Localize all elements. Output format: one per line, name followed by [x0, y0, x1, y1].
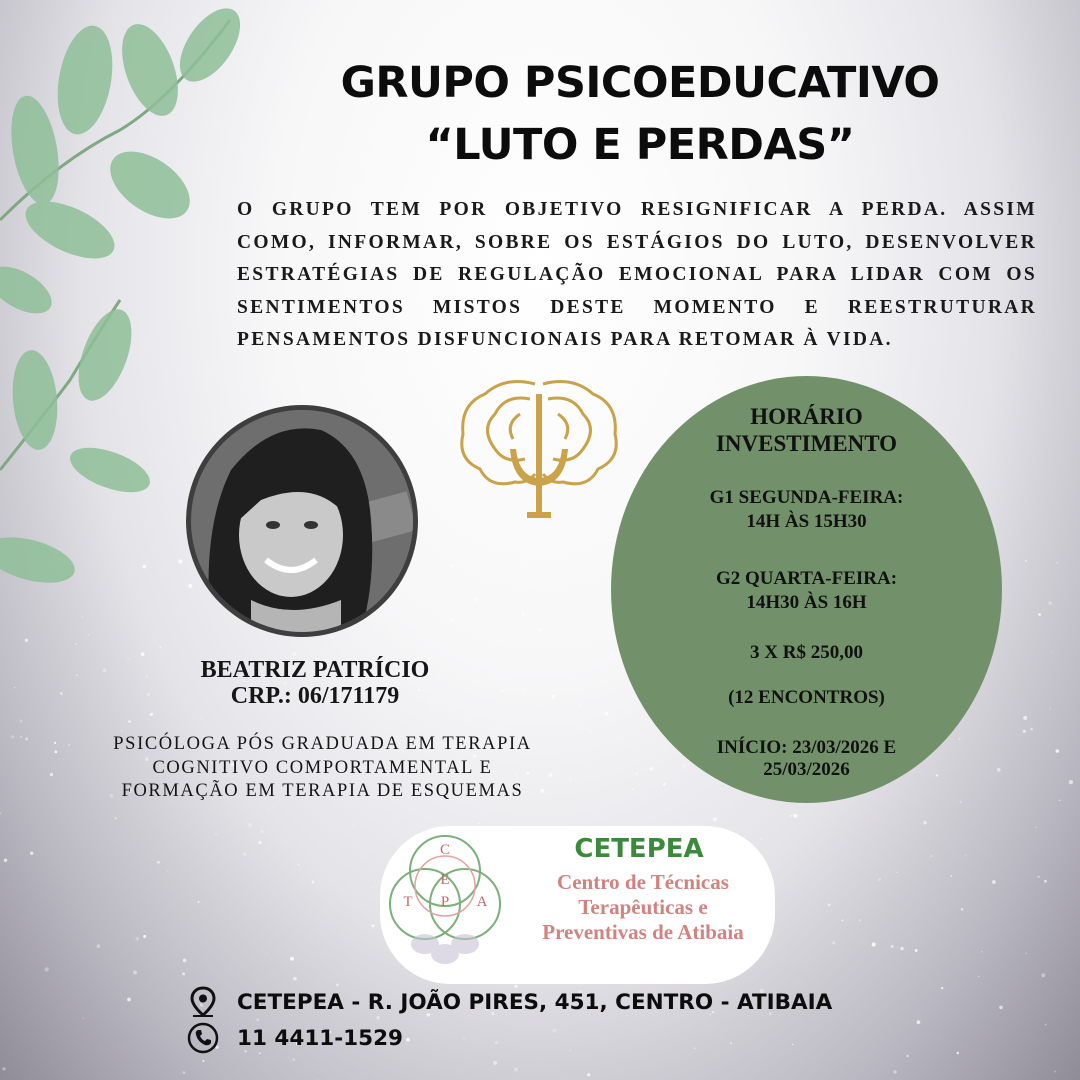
- sparkle-dot: [114, 817, 117, 820]
- sparkle-dot: [951, 875, 953, 877]
- sparkle-dot: [54, 742, 56, 744]
- sparkle-dot: [579, 704, 581, 706]
- logo-letter-e: E: [440, 872, 450, 888]
- bio-line-3: FORMAÇÃO EM TERAPIA DE ESQUEMAS: [121, 781, 524, 801]
- sparkle-dot: [1052, 652, 1054, 654]
- sparkle-dot: [605, 712, 609, 716]
- portrait-illustration: [191, 410, 413, 632]
- cetepea-full-name: [508, 870, 778, 945]
- bio-line-1: PSICÓLOGA PÓS GRADUADA EM TERAPIA: [113, 734, 532, 754]
- brain-psi-icon: [455, 374, 623, 522]
- sparkle-dot: [906, 1055, 909, 1058]
- sparkle-dot: [146, 675, 149, 678]
- sparkle-dot: [1048, 601, 1052, 605]
- professional-name: BEATRIZ PATRÍCIO: [200, 657, 430, 683]
- sparkle-dot: [150, 713, 153, 716]
- sparkle-dot: [1057, 562, 1059, 564]
- sparkle-dot: [522, 689, 524, 691]
- sparkle-dot: [878, 878, 881, 881]
- title-line-2: “LUTO E PERDAS”: [425, 120, 855, 170]
- sparkle-dot: [266, 952, 268, 954]
- sparkle-dot: [500, 689, 504, 693]
- sparkle-dot: [900, 947, 903, 950]
- sparkle-dot: [1036, 827, 1037, 828]
- sparkle-dot: [121, 730, 123, 732]
- sparkle-dot: [44, 967, 48, 971]
- sparkle-dot: [992, 880, 996, 884]
- sparkle-dot: [1044, 880, 1047, 883]
- g1-time: 14H ÀS 15H30: [746, 511, 867, 532]
- sparkle-dot: [243, 853, 246, 856]
- sparkle-dot: [598, 571, 600, 573]
- cetepea-circles-logo: [380, 826, 510, 976]
- sparkle-dot: [143, 935, 146, 938]
- sparkle-dot: [663, 783, 666, 786]
- sparkle-dot: [133, 970, 137, 974]
- sparkle-dot: [859, 919, 861, 921]
- start-date-line-1: INÍCIO: 23/03/2026 E: [716, 737, 897, 758]
- sparkle-dot: [713, 817, 717, 821]
- sparkle-dot: [730, 1042, 732, 1044]
- sparkle-dot: [372, 887, 374, 889]
- phone-icon: [187, 1022, 219, 1054]
- profile-photo: [191, 410, 413, 632]
- sparkle-dot: [792, 1044, 793, 1045]
- sparkle-dot: [915, 949, 918, 952]
- sparkle-dot: [978, 976, 979, 977]
- sparkle-dot: [520, 564, 522, 566]
- sparkle-dot: [495, 679, 497, 681]
- sparkle-dot: [562, 675, 564, 677]
- sparkle-dot: [353, 825, 354, 826]
- sparkle-dot: [202, 1060, 204, 1062]
- sparkle-dot: [159, 646, 161, 648]
- g2-day: G2 QUARTA-FEIRA:: [715, 568, 898, 589]
- group-description: O GRUPO TEM POR OBJETIVO RESIGNIFICAR A PERDA. ASSIM COMO, INFORMAR, SOBRE OS ESTÁGIOS DO LUTO, DESENVOLVER ESTRATÉGIAS DE REGULAÇÃO EMOCIONAL PARA LIDAR COM OS SENTIMENTOS MISTOS DESTE MOMENTO E REESTRUTURAR PENSAMENTOS DISFUNCIONAIS PARA RETOMAR À VIDA.: [237, 199, 1037, 350]
- sparkle-dot: [19, 720, 22, 723]
- sparkle-dot: [75, 643, 77, 645]
- sparkle-dot: [999, 1006, 1003, 1010]
- schedule-heading-investimento: INVESTIMENTO: [715, 431, 898, 456]
- sparkle-dot: [267, 810, 268, 811]
- sparkle-dot: [292, 1058, 295, 1061]
- sparkle-dot: [409, 606, 412, 609]
- sparkle-dot: [495, 1041, 498, 1044]
- sparkle-dot: [891, 945, 894, 948]
- sparkle-dot: [1037, 876, 1039, 878]
- sparkle-dot: [261, 830, 264, 833]
- bio-line-2: COGNITIVO COMPORTAMENTAL E: [152, 757, 493, 778]
- sparkle-dot: [694, 1048, 695, 1049]
- sparkle-dot: [957, 1052, 959, 1054]
- sparkle-dot: [930, 855, 932, 857]
- sparkle-dot: [183, 959, 187, 963]
- sparkle-dot: [406, 1038, 410, 1042]
- sparkle-dot: [201, 717, 202, 718]
- sparkle-dot: [30, 851, 33, 854]
- sparkle-dot: [157, 861, 160, 864]
- g2-time: 14H30 ÀS 16H: [746, 592, 867, 613]
- sparkle-dot: [127, 998, 131, 1002]
- sparkle-dot: [498, 640, 501, 643]
- sparkle-dot: [587, 1073, 590, 1076]
- title-line-1: GRUPO PSICOEDUCATIVO: [340, 58, 940, 108]
- phone-row: [187, 1022, 403, 1054]
- sparkle-dot: [532, 586, 534, 588]
- sparkle-dot: [2, 1067, 5, 1070]
- sparkle-dot: [1038, 613, 1041, 616]
- sparkle-dot: [167, 870, 169, 872]
- sparkle-dot: [464, 594, 466, 596]
- sparkle-dot: [371, 924, 374, 927]
- sparkle-dot: [55, 751, 58, 754]
- sparkle-dot: [552, 1028, 556, 1032]
- sparkle-dot: [917, 1020, 921, 1024]
- sparkle-dot: [103, 669, 107, 673]
- sparkle-dot: [760, 838, 762, 840]
- sparkle-dot: [790, 815, 792, 817]
- sparkle-dot: [1023, 716, 1027, 720]
- sparkle-dot: [1049, 708, 1051, 710]
- professional-crp: CRP.: 06/171179: [230, 683, 400, 709]
- sparkle-dot: [128, 720, 131, 723]
- sparkle-dot: [793, 814, 797, 818]
- schedule-heading-horario: HORÁRIO: [750, 404, 863, 429]
- sparkle-dot: [312, 881, 315, 884]
- sparkle-dot: [273, 806, 275, 808]
- sparkle-dot: [893, 1070, 897, 1074]
- sparkle-dot: [1054, 1070, 1056, 1072]
- sparkle-dot: [463, 1038, 465, 1040]
- profile-photo-frame: [186, 405, 418, 637]
- sparkle-dot: [1056, 749, 1060, 753]
- sparkle-dot: [941, 987, 943, 989]
- sparkle-dot: [20, 736, 22, 738]
- sparkle-dot: [960, 801, 962, 803]
- sparkle-dot: [451, 618, 454, 621]
- phone-text: 11 4411-1529: [237, 1025, 404, 1051]
- sparkle-dot: [135, 937, 139, 941]
- sparkle-dot: [1023, 730, 1026, 733]
- sparkle-dot: [1025, 952, 1027, 954]
- sparkle-dot: [981, 951, 983, 953]
- sparkle-dot: [478, 823, 479, 824]
- sparkle-dot: [965, 855, 966, 856]
- sparkle-dot: [473, 597, 477, 601]
- sparkle-dot: [923, 821, 927, 825]
- sparkle-dot: [258, 841, 261, 844]
- sparkle-dot: [551, 695, 555, 699]
- sparkle-dot: [832, 941, 835, 944]
- logo-letter-t: T: [403, 894, 413, 910]
- sparkle-dot: [1069, 780, 1073, 784]
- sparkle-dot: [198, 901, 200, 903]
- cetepea-acronym: CETEPEA: [574, 834, 704, 864]
- sparkle-dot: [842, 919, 844, 921]
- sparkle-dot: [183, 1071, 186, 1074]
- sparkle-dot: [290, 957, 294, 961]
- professional-name-block: [150, 657, 480, 709]
- logo-letter-p: P: [440, 894, 450, 910]
- sparkle-dot: [83, 1017, 84, 1018]
- session-count: (12 ENCONTROS): [728, 687, 885, 708]
- sparkle-dot: [248, 823, 252, 827]
- address-text: CETEPEA - R. JOÃO PIRES, 451, CENTRO - ATIBAIA: [237, 989, 833, 1015]
- schedule-info-circle: [611, 376, 1002, 803]
- sparkle-dot: [4, 858, 8, 862]
- page-title: [300, 52, 980, 176]
- sparkle-dot: [127, 658, 129, 660]
- sparkle-dot: [182, 972, 185, 975]
- sparkle-dot: [141, 652, 145, 656]
- sparkle-dot: [25, 737, 28, 740]
- sparkle-dot: [1025, 560, 1027, 562]
- cetepea-full-line-1: Centro de Técnicas: [557, 870, 729, 894]
- price: 3 X R$ 250,00: [750, 642, 863, 663]
- sparkle-dot: [76, 674, 78, 676]
- sparkle-dot: [872, 942, 876, 946]
- address-row: [187, 986, 832, 1018]
- sparkle-dot: [256, 1018, 259, 1021]
- sparkle-dot: [590, 731, 592, 733]
- sparkle-dot: [961, 908, 963, 910]
- sparkle-dot: [298, 864, 300, 866]
- logo-letter-a: A: [476, 894, 488, 910]
- g1-day: G1 SEGUNDA-FEIRA:: [709, 487, 904, 508]
- sparkle-dot: [14, 687, 16, 689]
- sparkle-dot: [50, 773, 53, 776]
- sparkle-dot: [539, 627, 543, 631]
- sparkle-dot: [1030, 728, 1033, 731]
- sparkle-dot: [522, 613, 525, 616]
- cetepea-full-line-3: Preventivas de Atibaia: [542, 920, 744, 944]
- sparkle-dot: [215, 833, 217, 835]
- professional-credentials: [70, 733, 575, 804]
- sparkle-dot: [0, 812, 1, 815]
- sparkle-dot: [897, 872, 898, 873]
- sparkle-dot: [60, 692, 63, 695]
- sparkle-dot: [1045, 1024, 1047, 1026]
- sparkle-dot: [97, 944, 101, 948]
- sparkle-dot: [11, 735, 14, 738]
- sparkle-dot: [828, 904, 831, 907]
- sparkle-dot: [514, 1067, 518, 1071]
- logo-letter-c: C: [439, 842, 451, 858]
- sparkle-dot: [632, 789, 633, 790]
- map-pin-icon: [187, 986, 219, 1018]
- sparkle-dot: [1059, 800, 1060, 801]
- start-date-line-2: 25/03/2026: [763, 759, 850, 780]
- sparkle-dot: [1041, 973, 1045, 977]
- sparkle-dot: [450, 564, 453, 567]
- cetepea-full-line-2: Terapêuticas e: [578, 895, 708, 919]
- sparkle-dot: [493, 1061, 497, 1065]
- sparkle-dot: [293, 977, 297, 981]
- sparkle-dot: [570, 1050, 571, 1051]
- sparkle-dot: [292, 652, 296, 656]
- sparkle-dot: [287, 1057, 288, 1058]
